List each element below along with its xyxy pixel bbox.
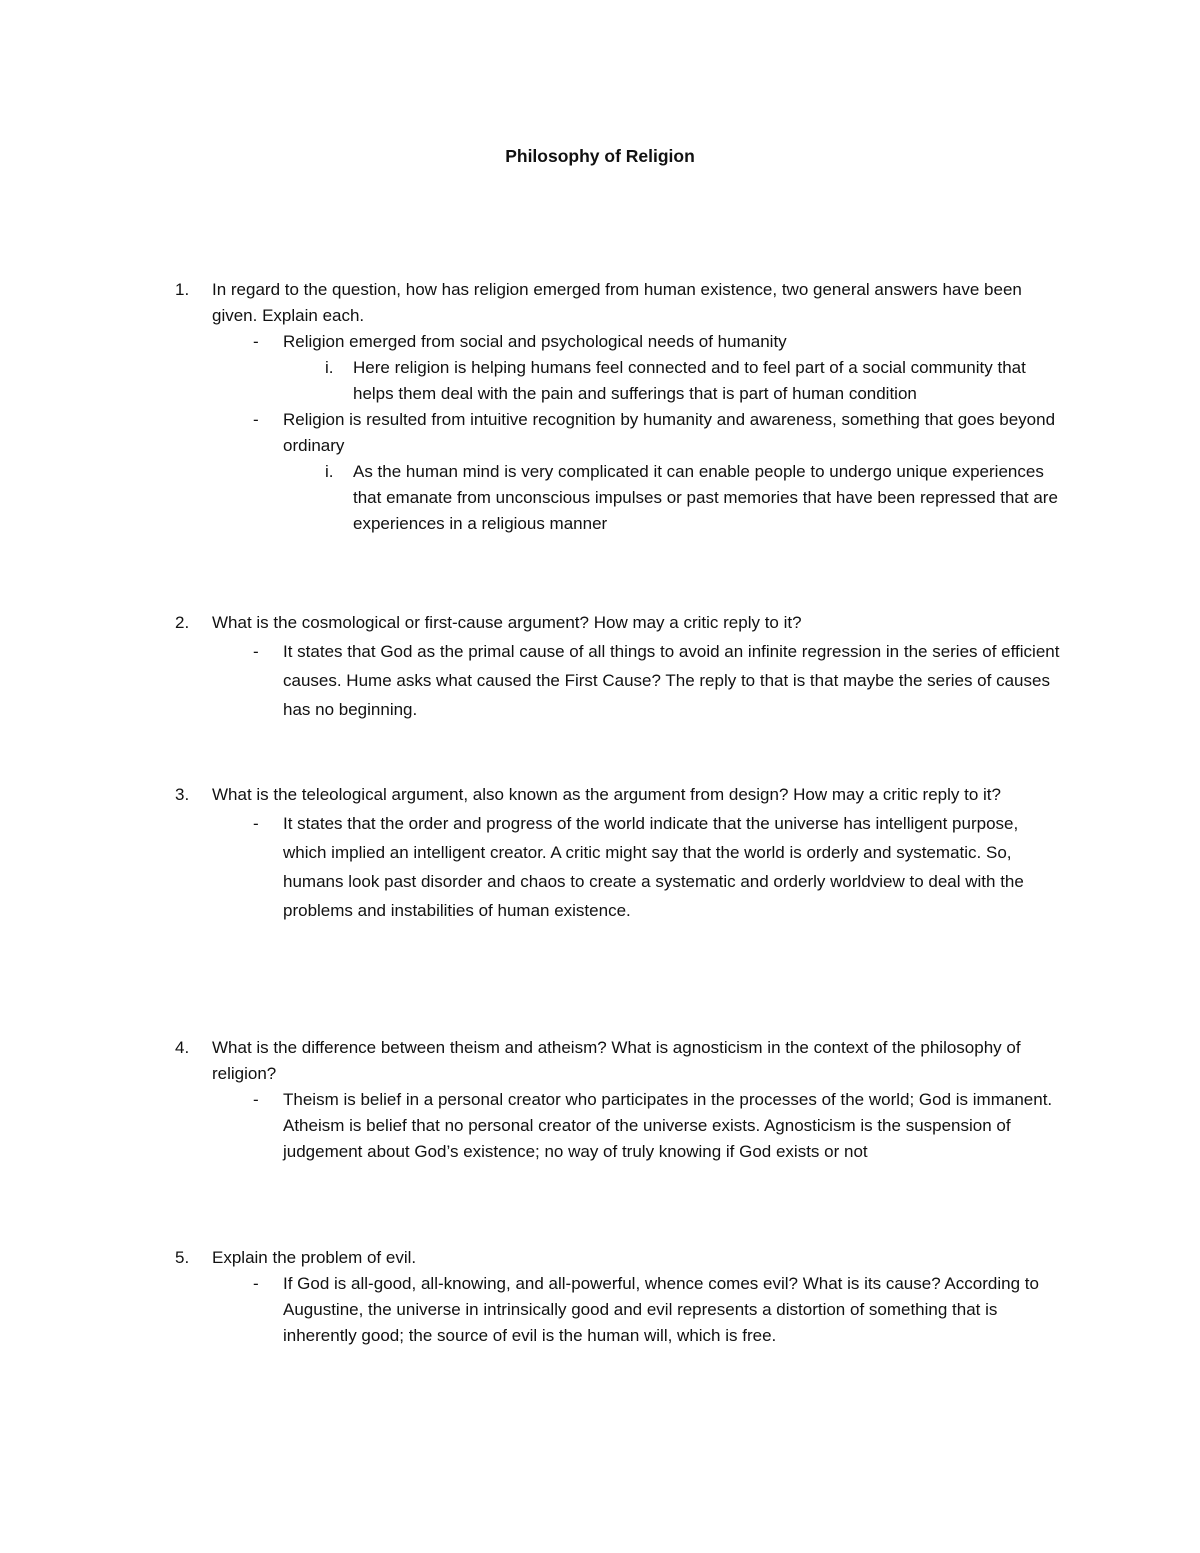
dash-bullet: - <box>253 1274 259 1293</box>
sub-answer-text: Here religion is helping humans feel connected and to feel part of a social community that helps them deal with the pain and sufferings that is part of human condition <box>353 358 1026 403</box>
question-4 <box>175 1035 1065 1165</box>
answer-item <box>175 407 1065 459</box>
sub-answer-item <box>175 459 1065 537</box>
question-text: Explain the problem of evil. <box>212 1248 417 1267</box>
question-text-row <box>175 277 1065 329</box>
page-title: Philosophy of Religion <box>505 146 695 166</box>
answer-text: It states that God as the primal cause of all things to avoid an infinite regression in the series of efficient causes. Hume asks what caused the First Cause? The reply to that is that maybe the series of causes has no beginning. <box>283 642 1060 719</box>
question-text: What is the difference between theism and atheism? What is agnosticism in the context of the philosophy of religion? <box>212 1038 1021 1083</box>
question-text-row <box>175 608 1065 637</box>
question-number: 4. <box>175 1038 190 1057</box>
answer-text: Religion emerged from social and psychological needs of humanity <box>283 332 787 351</box>
roman-numeral-marker: i. <box>325 462 334 481</box>
question-text: In regard to the question, how has religion emerged from human existence, two general answers have been given. Explain each. <box>212 280 1022 325</box>
question-text-row <box>175 780 1065 809</box>
question-text: What is the cosmological or first-cause argument? How may a critic reply to it? <box>212 613 802 632</box>
dash-bullet: - <box>253 410 259 429</box>
answer-text: Religion is resulted from intuitive recognition by humanity and awareness, something that goes beyond ordinary <box>283 410 1056 455</box>
dash-bullet: - <box>253 814 259 833</box>
question-5 <box>175 1245 1065 1349</box>
dash-bullet: - <box>253 642 259 661</box>
dash-bullet: - <box>253 1090 259 1109</box>
question-3 <box>175 780 1065 925</box>
dash-bullet: - <box>253 332 259 351</box>
sub-answer-text: As the human mind is very complicated it can enable people to undergo unique experiences that emanate from unconscious impulses or past memories that have been repressed that are experiences in a religious manner <box>353 462 1058 533</box>
question-text: What is the teleological argument, also known as the argument from design? How may a critic reply to it? <box>212 785 1001 804</box>
question-2 <box>175 608 1065 724</box>
roman-numeral-marker: i. <box>325 358 334 377</box>
question-number: 1. <box>175 280 190 299</box>
question-number: 3. <box>175 785 190 804</box>
answer-item <box>175 809 1065 925</box>
answer-item <box>175 1271 1065 1349</box>
question-text-row <box>175 1035 1065 1087</box>
answer-item <box>175 329 1065 355</box>
answer-text: It states that the order and progress of the world indicate that the universe has intelligent purpose, which implied an intelligent creator. A critic might say that the world is orderly and systematic. So, humans look past disorder and chaos to create a systematic and orderly worldview to deal with the problems and instabilities of human existence. <box>283 814 1024 920</box>
answer-item <box>175 1087 1065 1165</box>
answer-text: Theism is belief in a personal creator who participates in the processes of the world; God is immanent. Atheism is belief that no personal creator of the universe exists. Agnosticism is the suspension of judgement about God’s existence; no way of truly knowing if God exists or not <box>283 1090 1053 1161</box>
question-text-row <box>175 1245 1065 1271</box>
sub-answer-item <box>175 355 1065 407</box>
answer-text: If God is all-good, all-knowing, and all-powerful, whence comes evil? What is its cause? According to Augustine, the universe in intrinsically good and evil represents a distortion of something that is inherently good; the source of evil is the human will, which is free. <box>283 1274 1039 1345</box>
question-1 <box>175 277 1065 537</box>
question-number: 2. <box>175 613 190 632</box>
question-number: 5. <box>175 1248 190 1267</box>
answer-item <box>175 637 1065 724</box>
